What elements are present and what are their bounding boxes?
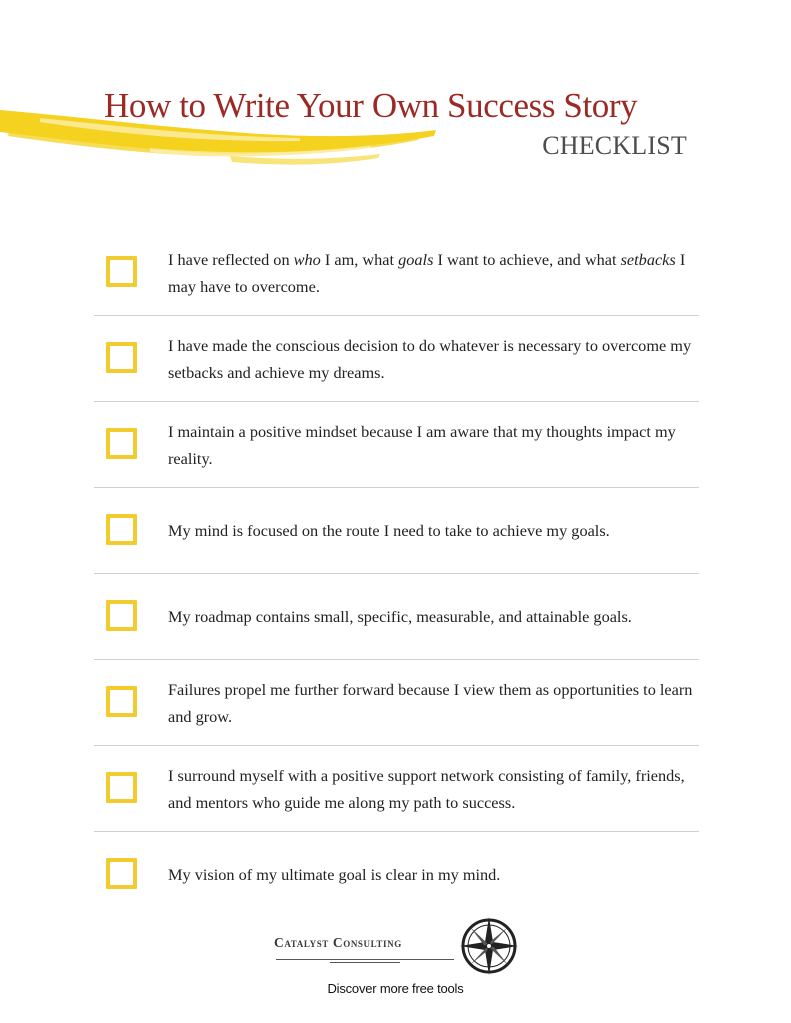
- emphasis-text: who: [293, 249, 321, 269]
- discover-tools-link[interactable]: Discover more free tools: [327, 981, 464, 996]
- text-segment: My roadmap contains small, specific, measurable, and attainable goals.: [168, 607, 632, 626]
- brand-underline: [276, 959, 454, 960]
- checklist-item-text: [168, 660, 698, 745]
- text-segment: I have reflected on: [168, 249, 294, 269]
- checklist-item: [94, 316, 699, 402]
- checklist-item: [94, 488, 699, 574]
- checkbox[interactable]: [106, 514, 137, 545]
- checklist: [94, 230, 699, 918]
- brand-name: Catalyst Consulting: [274, 935, 402, 950]
- checkbox[interactable]: [106, 600, 137, 631]
- text-segment: My vision of my ultimate goal is clear in my mind.: [168, 865, 501, 884]
- brand-underline-short: [330, 962, 400, 963]
- page-title: How to Write Your Own Success Story: [104, 86, 638, 125]
- text-segment: I may have to overcome.: [168, 249, 686, 296]
- emphasis-text: setbacks: [620, 249, 676, 269]
- text-segment: My mind is focused on the route I need to take to achieve my goals.: [168, 521, 610, 540]
- page-subtitle: CHECKLIST: [542, 131, 687, 160]
- checklist-item: [94, 230, 699, 316]
- checklist-item: [94, 660, 699, 746]
- footer-tagline: [0, 981, 791, 996]
- checklist-item-text: [168, 230, 698, 315]
- text-segment: I maintain a positive mindset because I am aware that my thoughts impact my reality.: [168, 421, 676, 468]
- checklist-item: [94, 746, 699, 832]
- checklist-item-text: [168, 316, 698, 401]
- checkbox[interactable]: [106, 772, 137, 803]
- text-segment: I am, what: [320, 249, 399, 269]
- emphasis-text: goals: [398, 249, 434, 269]
- checklist-item-text: [168, 746, 698, 831]
- text-segment: I want to achieve, and what: [433, 249, 621, 269]
- text-segment: Failures propel me further forward because I view them as opportunities to learn and grow.: [168, 679, 693, 726]
- checkbox[interactable]: [106, 342, 137, 373]
- checklist-item-text: [168, 832, 698, 917]
- company-logo[interactable]: [270, 915, 525, 975]
- checklist-item: [94, 574, 699, 660]
- checklist-item: [94, 832, 699, 918]
- checklist-item-text: [168, 574, 698, 659]
- checklist-item: [94, 402, 699, 488]
- checkbox[interactable]: [106, 256, 137, 287]
- text-segment: I surround myself with a positive support network consisting of family, friends, and mentors who guide me along my path to success.: [168, 765, 685, 812]
- checkbox[interactable]: [106, 858, 137, 889]
- checklist-item-text: [168, 402, 698, 487]
- text-segment: I have made the conscious decision to do whatever is necessary to overcome my setbacks and achieve my dreams.: [168, 335, 692, 382]
- compass-icon: [456, 915, 522, 977]
- checkbox[interactable]: [106, 686, 137, 717]
- checklist-item-text: [168, 488, 698, 573]
- checkbox[interactable]: [106, 428, 137, 459]
